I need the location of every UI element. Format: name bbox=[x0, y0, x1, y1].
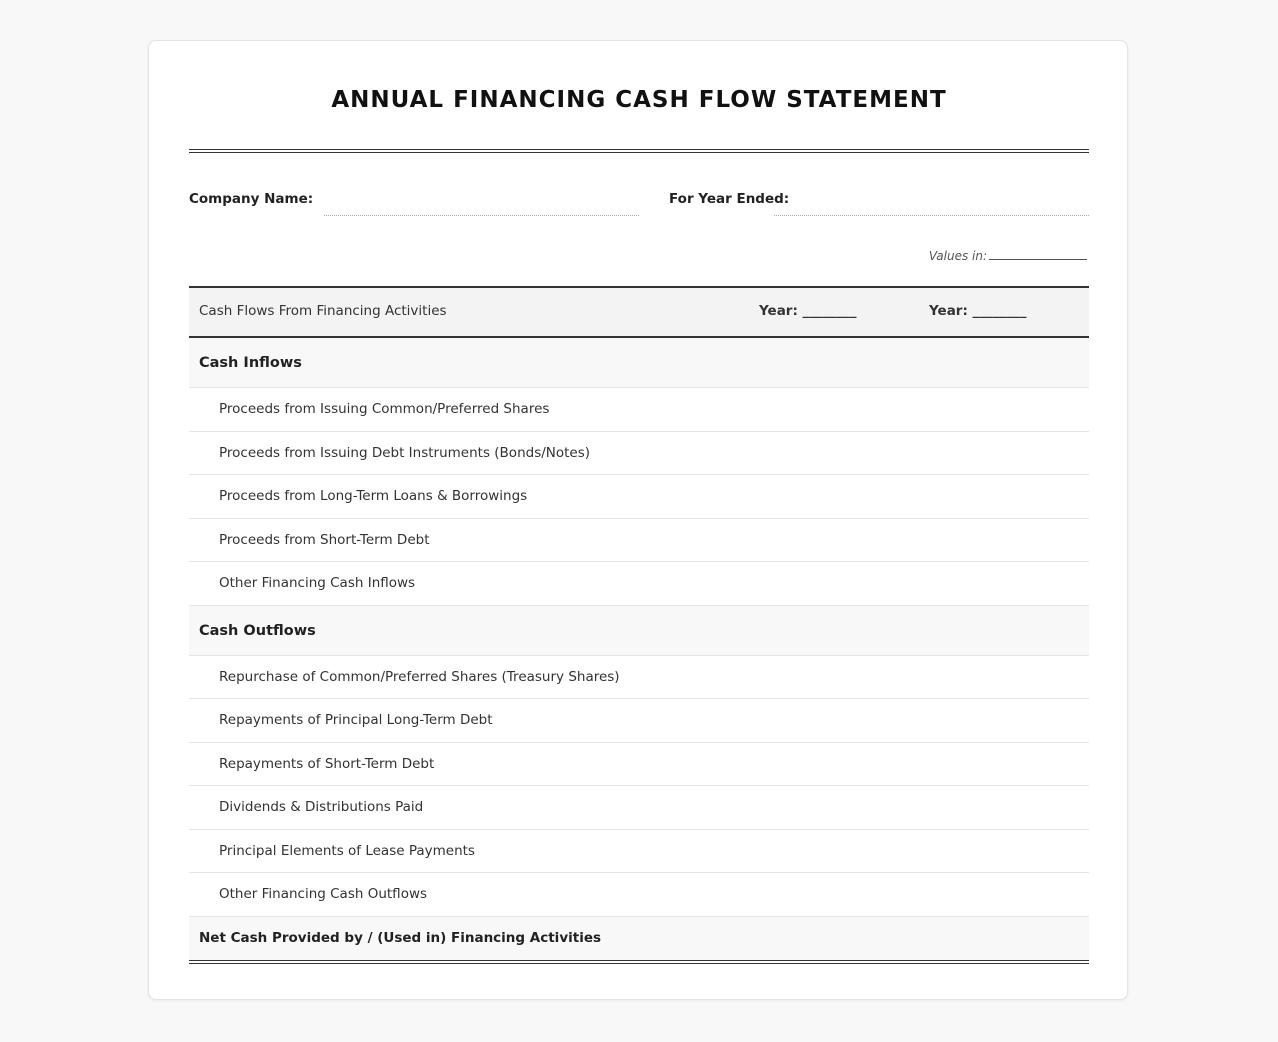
row-label: Principal Elements of Lease Payments bbox=[219, 842, 475, 859]
row-label: Repayments of Short-Term Debt bbox=[219, 755, 435, 772]
row-label: Dividends & Distributions Paid bbox=[219, 799, 424, 815]
year-ended-field[interactable] bbox=[774, 215, 1089, 216]
section-heading: Cash Inflows bbox=[199, 355, 302, 371]
row-label: Proceeds from Long-Term Loans & Borrowings bbox=[219, 488, 528, 504]
net-cash-row bbox=[189, 917, 1089, 960]
header-year-2: Year: ________ bbox=[929, 303, 1027, 319]
net-cash-label: Net Cash Provided by / (Used in) Financing Activities bbox=[199, 929, 602, 946]
table-row bbox=[189, 519, 1089, 563]
row-label: Other Financing Cash Outflows bbox=[219, 886, 428, 902]
row-label: Proceeds from Short-Term Debt bbox=[219, 531, 430, 548]
row-label: Proceeds from Issuing Common/Preferred Shares bbox=[219, 401, 550, 417]
document-title: ANNUAL FINANCING CASH FLOW STATEMENT bbox=[331, 87, 947, 113]
net-divider bbox=[189, 960, 1089, 964]
company-name-label: Company Name: bbox=[189, 191, 314, 207]
row-label: Repurchase of Common/Preferred Shares (Treasury Shares) bbox=[219, 668, 620, 685]
company-name-field[interactable] bbox=[324, 215, 639, 216]
row-label: Other Financing Cash Inflows bbox=[219, 575, 416, 591]
section-cash-inflows bbox=[189, 338, 1089, 388]
section-cash-outflows bbox=[189, 606, 1089, 656]
table-header bbox=[189, 286, 1089, 338]
table-row bbox=[189, 786, 1089, 830]
header-year-1: Year: ________ bbox=[759, 303, 857, 319]
table-row bbox=[189, 388, 1089, 432]
table-row bbox=[189, 699, 1089, 743]
table-row bbox=[189, 873, 1089, 917]
year-ended-label: For Year Ended: bbox=[669, 191, 790, 207]
row-label: Repayments of Principal Long-Term Debt bbox=[219, 712, 493, 728]
table-row bbox=[189, 656, 1089, 700]
values-in-field[interactable] bbox=[989, 259, 1087, 260]
table-row bbox=[189, 475, 1089, 519]
statement-card bbox=[148, 40, 1128, 1000]
values-in bbox=[929, 249, 1087, 263]
header-label: Cash Flows From Financing Activities bbox=[199, 303, 447, 319]
values-in-label: Values in: bbox=[928, 249, 987, 263]
row-label: Proceeds from Issuing Debt Instruments (Bonds/Notes) bbox=[219, 444, 591, 461]
section-heading: Cash Outflows bbox=[199, 622, 316, 639]
title-divider bbox=[189, 149, 1089, 153]
financing-table bbox=[189, 286, 1089, 964]
table-row bbox=[189, 562, 1089, 606]
table-row bbox=[189, 743, 1089, 787]
table-row bbox=[189, 432, 1089, 476]
table-row bbox=[189, 830, 1089, 874]
